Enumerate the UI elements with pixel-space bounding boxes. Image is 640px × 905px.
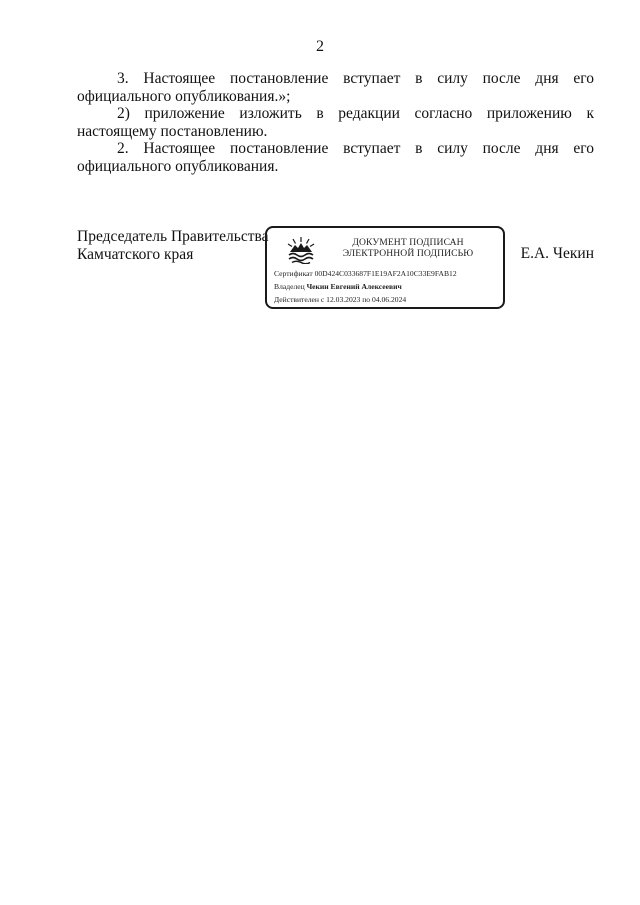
- stamp-certificate-value: 00D424C033687F1E19AF2A10C33E9FAB12: [314, 269, 457, 278]
- stamp-certificate-label: Сертификат: [274, 269, 313, 278]
- stamp-certificate: [274, 269, 457, 278]
- stamp-owner-label: Владелец: [274, 282, 305, 291]
- stamp-owner-value: Чекин Евгений Алексеевич: [306, 282, 402, 291]
- signature-position-line2: Камчатского края: [77, 245, 194, 263]
- signature-position: [77, 228, 269, 263]
- stamp-valid-from-label: с: [320, 295, 325, 304]
- kamchatka-emblem-icon: [285, 236, 317, 264]
- signer-name: Е.А. Чекин: [520, 245, 594, 262]
- paragraph-1: 3. Настоящее постановление вступает в силу после дня его официального опубликования.»;: [77, 70, 594, 105]
- paragraph-3: 2. Настоящее постановление вступает в силу после дня его официального опубликования.: [77, 140, 594, 175]
- stamp-valid-to: 04.06.2024: [372, 295, 407, 304]
- stamp-header-line1: ДОКУМЕНТ ПОДПИСАН: [352, 237, 464, 248]
- stamp-valid-to-label: по: [362, 295, 371, 304]
- page-number: 2: [316, 38, 324, 55]
- stamp-header: [323, 237, 493, 259]
- stamp-valid-from: 12.03.2023: [326, 295, 361, 304]
- document-body: [77, 70, 594, 176]
- electronic-signature-stamp: [265, 226, 505, 309]
- signature-position-line1: Председатель Правительства: [77, 228, 269, 245]
- paragraph-2: 2) приложение изложить в редакции согласно приложению к настоящему постановлению.: [77, 105, 594, 140]
- stamp-header-line2: ЭЛЕКТРОННОЙ ПОДПИСЬЮ: [342, 248, 474, 259]
- stamp-validity: [274, 295, 406, 304]
- stamp-validity-label: Действителен: [274, 295, 319, 304]
- stamp-owner: [274, 282, 402, 291]
